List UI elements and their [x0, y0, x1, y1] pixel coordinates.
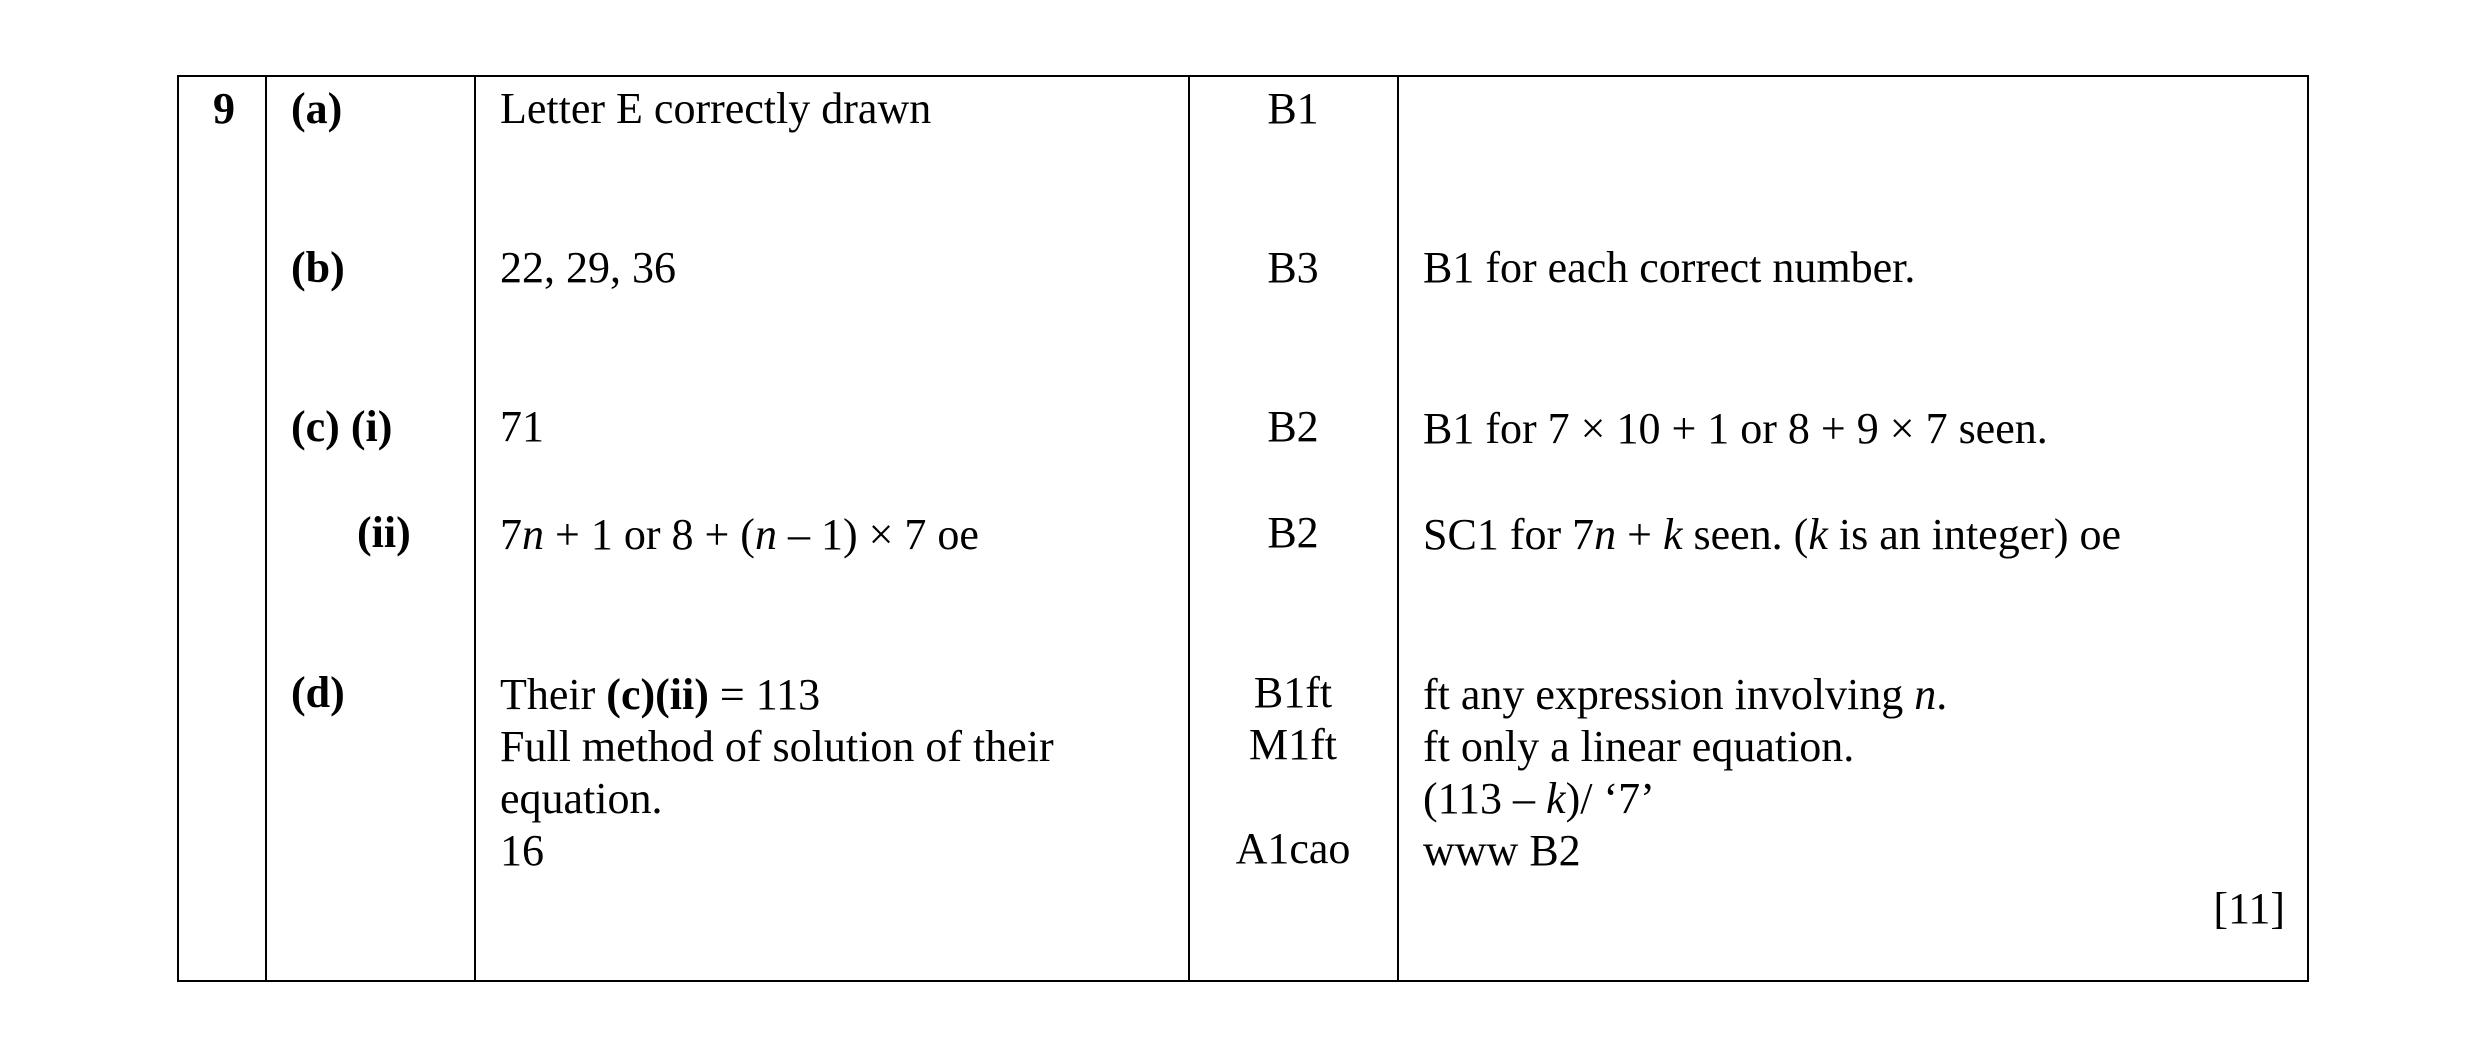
answer-d-line2: Full method of solution of their — [500, 722, 1054, 771]
answer-b: 22, 29, 36 — [500, 243, 676, 292]
mark-d-a1cao: A1cao — [1235, 824, 1351, 873]
part-label-a: (a) — [291, 84, 343, 133]
answer-c-ii: 7n + 1 or 8 + (n – 1) × 7 oe — [500, 510, 979, 559]
answer-d-line1: Their (c)(ii) = 113 — [500, 670, 821, 719]
guidance-c-ii: SC1 for 7n + k seen. (k is an integer) oe — [1423, 510, 2122, 559]
column-divider — [1397, 77, 1399, 980]
question-number: 9 — [213, 84, 235, 133]
part-label-c-ii: (ii) — [357, 508, 411, 557]
guidance-b: B1 for each correct number. — [1423, 243, 1916, 292]
mark-c-i: B2 — [1267, 402, 1319, 451]
column-divider — [265, 77, 267, 980]
total-marks: [11] — [2213, 884, 2285, 933]
part-label-c-i: (c) (i) — [291, 402, 393, 451]
column-divider — [474, 77, 476, 980]
guidance-d-line3: (113 – k)/ ‘7’ — [1423, 774, 1655, 823]
mark-d-b1ft: B1ft — [1253, 668, 1333, 717]
mark-a: B1 — [1267, 84, 1319, 133]
column-divider — [1188, 77, 1190, 980]
answer-d-line3: equation. — [500, 774, 663, 823]
answer-c-i: 71 — [500, 402, 544, 451]
guidance-d-line2: ft only a linear equation. — [1423, 722, 1855, 771]
part-label-b: (b) — [291, 243, 345, 292]
guidance-d-line4: www B2 — [1423, 826, 1581, 875]
mark-b: B3 — [1267, 243, 1319, 292]
answer-a: Letter E correctly drawn — [500, 84, 932, 133]
answer-d-line4: 16 — [500, 826, 544, 875]
guidance-c-i: B1 for 7 × 10 + 1 or 8 + 9 × 7 seen. — [1423, 404, 2048, 453]
guidance-d-line1: ft any expression involving n. — [1423, 670, 1948, 719]
mark-scheme-table — [177, 75, 2309, 982]
mark-d-m1ft: M1ft — [1249, 720, 1337, 769]
mark-c-ii: B2 — [1267, 508, 1319, 557]
part-label-d: (d) — [291, 668, 345, 717]
